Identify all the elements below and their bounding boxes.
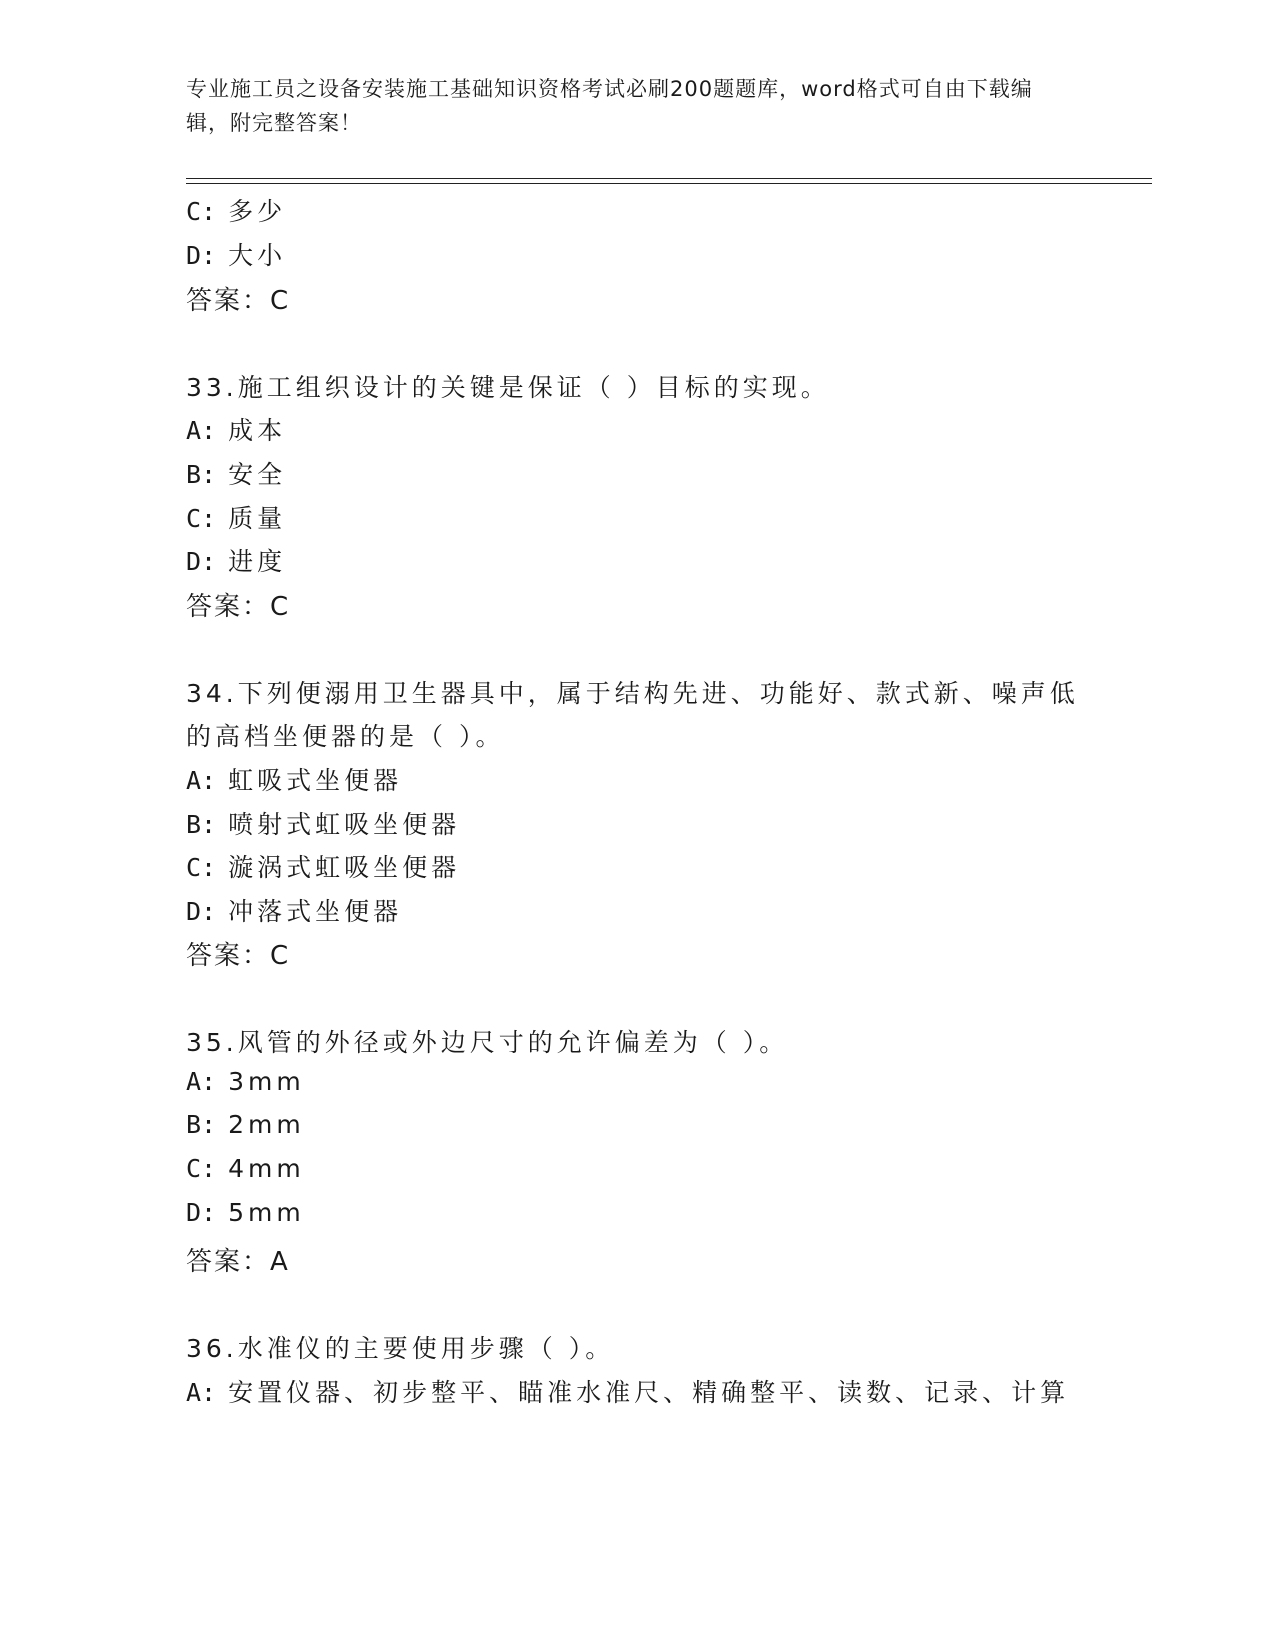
answer: 答案：C <box>186 941 291 971</box>
option-d: D: 5mm <box>186 1198 305 1227</box>
question-stem-line2: 的高档坐便器的是（ ）。 <box>186 722 505 751</box>
question-stem-line1: 34.下列便溺用卫生器具中，属于结构先进、功能好、款式新、噪声低 <box>186 679 1079 708</box>
header-divider-bottom <box>186 183 1152 184</box>
option-b: B: 2mm <box>186 1110 305 1139</box>
option-d: D: 进度 <box>186 547 287 576</box>
question-stem: 35.风管的外径或外边尺寸的允许偏差为（ ）。 <box>186 1028 789 1057</box>
option-a: A: 虹吸式坐便器 <box>186 766 403 795</box>
header-divider-top <box>186 178 1152 179</box>
document-header: 专业施工员之设备安装施工基础知识资格考试必刷200题题库，word格式可自由下载编辑，附完整答案！ <box>186 77 1033 135</box>
option-c: C: 4mm <box>186 1154 305 1183</box>
answer: 答案：C <box>186 592 291 622</box>
option-c: C: 漩涡式虹吸坐便器 <box>186 853 461 882</box>
option-b: B: 安全 <box>186 460 287 489</box>
option-d: D: 大小 <box>186 241 287 270</box>
question-stem: 36.水准仪的主要使用步骤（ ）。 <box>186 1334 615 1363</box>
option-c: C: 质量 <box>186 504 287 533</box>
option-c: C: 多少 <box>186 197 287 226</box>
option-a: A: 成本 <box>186 416 287 445</box>
option-d: D: 冲落式坐便器 <box>186 897 403 926</box>
question-stem: 33.施工组织设计的关键是保证（ ）目标的实现。 <box>186 373 830 402</box>
option-a: A: 安置仪器、初步整平、瞄准水准尺、精确整平、读数、记录、计算 <box>186 1378 1070 1407</box>
option-a: A: 3mm <box>186 1067 305 1096</box>
answer: 答案：C <box>186 286 291 316</box>
option-b: B: 喷射式虹吸坐便器 <box>186 810 461 839</box>
answer: 答案：A <box>186 1247 290 1277</box>
